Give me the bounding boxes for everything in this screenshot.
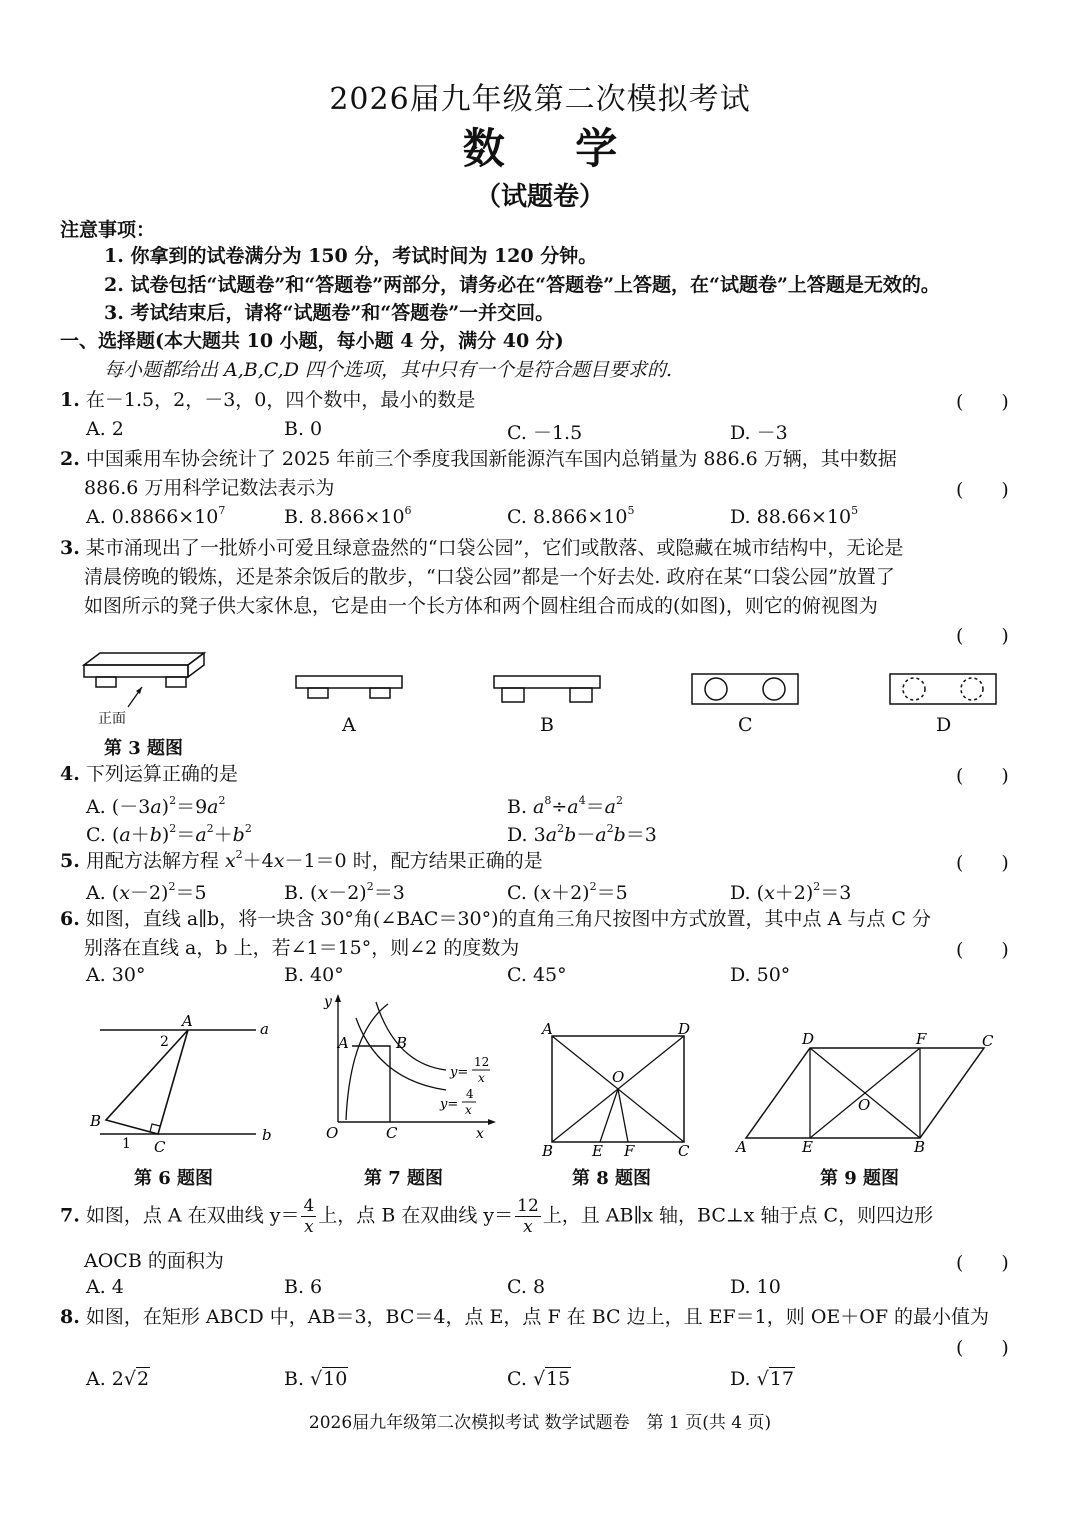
option-b: B [540, 714, 554, 736]
question-3 [60, 535, 903, 561]
svg-text:A: A [338, 1034, 349, 1052]
option-b: B. √10 [284, 1368, 348, 1390]
answer-paren: ( ) [956, 479, 1009, 501]
svg-text:a: a [260, 1020, 269, 1038]
option-b: B. 40° [284, 964, 344, 986]
question-5: 5. 用配方法解方程 $x^2+4x-1=0$ 时，配方结果正确的是 [60, 848, 543, 872]
svg-text:C: C [982, 1032, 994, 1050]
svg-text:D: D [678, 1020, 691, 1038]
option-b-view [492, 674, 604, 706]
option-c: C. $8.866\times 10^5$ [507, 504, 635, 528]
question-text: 如图，在矩形 ABCD 中，AB＝3，BC＝4，点 E，点 F 在 BC 边上，且 EF＝1，则 OE＋OF 的最小值为 [85, 1306, 990, 1328]
option-d: D. $88.66\times 10^5$ [730, 504, 859, 528]
paper-type: （试题卷） [474, 182, 605, 212]
question-text-line2: 清晨傍晚的锻炼，还是茶余饭后的散步，“口袋公园”都是一个好去处. 政府在某“口袋公园”放置了 [84, 566, 895, 588]
svg-text:1: 1 [122, 1136, 131, 1152]
question-number: 5. [60, 850, 80, 872]
svg-text:x: x [478, 1071, 485, 1085]
option-c: C. －1.5 [507, 422, 583, 444]
svg-text:E: E [592, 1142, 603, 1160]
question-text-line2: 886.6 万用科学记数法表示为 [84, 477, 335, 499]
figure-9 [734, 1030, 1006, 1160]
svg-text:B: B [914, 1138, 926, 1156]
option-d: D. 50° [730, 964, 791, 986]
svg-text:A: A [736, 1138, 747, 1156]
svg-text:C: C [386, 1124, 398, 1142]
answer-paren: ( ) [956, 852, 1009, 874]
svg-text:y: y [324, 994, 332, 1010]
svg-text:O: O [612, 1068, 625, 1086]
option-b: B. $a^8\div a^4=a^2$ [507, 794, 623, 818]
option-d: D [936, 714, 952, 736]
svg-text:B: B [542, 1142, 554, 1160]
option-a: A. $(-3a)^2=9a^2$ [86, 794, 226, 818]
figure-6 [86, 1010, 286, 1160]
answer-paren: ( ) [956, 1252, 1009, 1274]
option-c: C. 45° [507, 964, 567, 986]
figure-8-caption: 第 8 题图 [572, 1168, 652, 1189]
svg-text:y=: y= [440, 1097, 459, 1112]
option-b: B. $(x-2)^2=3$ [284, 880, 405, 904]
subject-title: 数 学 [462, 124, 646, 173]
option-a: A. 2 [86, 418, 124, 440]
notice-item-3: 3. 考试结束后，请将“试题卷”和“答题卷”一并交回。 [104, 302, 555, 324]
question-number: 7. [60, 1204, 80, 1227]
option-b: B. $8.866\times 10^6$ [284, 504, 412, 528]
svg-text:O: O [858, 1096, 871, 1114]
page-footer: 2026届九年级第二次模拟考试 数学试题卷 第 1 页(共 4 页) [308, 1413, 772, 1433]
notice-heading: 注意事项： [60, 219, 156, 241]
question-8 [60, 1304, 989, 1330]
option-c-view [690, 672, 802, 708]
question-7: 7. 如图，点 A 在双曲线 y＝ $\frac{4}{x}$ 上，点 B 在双曲线 y＝ $\frac{12}{x}$ 上，且 AB∥x 轴，BC⊥x 轴于点 C，则四边形 [60, 1196, 934, 1237]
figure-7 [316, 992, 506, 1152]
svg-text:F: F [624, 1142, 635, 1160]
svg-text:b: b [262, 1126, 272, 1144]
svg-text:B: B [90, 1112, 102, 1130]
question-text: 某市涌现出了一批娇小可爱且绿意盎然的“口袋公园”，它们或散落、或隐藏在城市结构中，无论是 [85, 537, 904, 559]
question-text-line3: 如图所示的凳子供大家休息，它是由一个长方体和两个圆柱组合而成的(如图)，则它的俯视图为 [84, 595, 878, 617]
svg-text:D: D [802, 1030, 815, 1048]
question-number: 2. [60, 448, 80, 470]
section-instruction: 每小题都给出 A,B,C,D 四个选项，其中只有一个是符合题目要求的. [104, 359, 673, 381]
answer-paren: ( ) [956, 765, 1009, 787]
question-number: 8. [60, 1306, 80, 1328]
question-4 [60, 761, 238, 787]
svg-text:2: 2 [160, 1034, 169, 1050]
question-text-line2: 别落在直线 a，b 上，若∠1＝15°，则∠2 的度数为 [84, 937, 520, 959]
figure-8 [540, 1020, 700, 1160]
svg-text:B: B [396, 1034, 408, 1052]
option-d: D. 10 [730, 1276, 781, 1298]
figure-7-caption: 第 7 题图 [364, 1168, 444, 1189]
svg-text:x: x [476, 1126, 484, 1142]
question-number: 1. [60, 389, 80, 411]
svg-text:C: C [154, 1138, 166, 1156]
option-b: B. 6 [284, 1276, 323, 1298]
figure-3-caption: 第 3 题图 [104, 738, 184, 759]
question-number: 6. [60, 908, 80, 930]
option-b: B. 0 [284, 418, 323, 440]
svg-text:E: E [802, 1138, 813, 1156]
option-d-view [888, 672, 1000, 708]
front-label: 正面 [98, 711, 126, 727]
option-c: C. $(x+2)^2=5$ [507, 880, 628, 904]
option-d: D. $3a^2b-a^2b=3$ [507, 822, 657, 846]
svg-text:C: C [678, 1142, 690, 1160]
option-a: A [342, 714, 356, 736]
option-a: A. $(x-2)^2=5$ [86, 880, 207, 904]
svg-text:12: 12 [474, 1055, 490, 1069]
option-a-view [294, 674, 406, 706]
svg-text:y=: y= [450, 1065, 469, 1080]
section-heading: 一、选择题(本大题共 10 小题，每小题 4 分，满分 40 分) [60, 330, 564, 352]
question-text: 中国乘用车协会统计了 2025 年前三个季度我国新能源汽车国内总销量为 886.6 万辆，其中数据 [85, 448, 897, 470]
figure-6-caption: 第 6 题图 [134, 1168, 214, 1189]
option-d: D. √17 [730, 1368, 794, 1390]
notice-item-1: 1. 你拿到的试卷满分为 150 分，考试时间为 120 分钟。 [104, 245, 598, 267]
svg-text:A: A [542, 1020, 553, 1038]
exam-title: 2026届九年级第二次模拟考试 [329, 82, 751, 117]
answer-paren: ( ) [956, 391, 1009, 413]
option-a: A. $0.8866\times 10^7$ [86, 504, 226, 528]
option-a: A. 4 [86, 1276, 124, 1298]
question-2 [60, 446, 897, 472]
option-c: C. √15 [507, 1368, 571, 1390]
answer-paren: ( ) [956, 1337, 1009, 1359]
option-c: C. 8 [507, 1276, 546, 1298]
answer-paren: ( ) [956, 625, 1009, 647]
question-6 [60, 906, 931, 932]
option-c: C [738, 714, 753, 736]
option-c: C. $(a+b)^2=a^2+b^2$ [86, 822, 252, 846]
svg-text:F: F [916, 1030, 927, 1048]
svg-text:x: x [465, 1103, 472, 1117]
option-a: A. 2√2 [86, 1368, 150, 1390]
option-d: D. $(x+2)^2=3$ [730, 880, 852, 904]
question-number: 4. [60, 763, 80, 785]
option-d: D. －3 [730, 422, 788, 444]
notice-item-2: 2. 试卷包括“试题卷”和“答题卷”两部分，请务必在“答题卷”上答题，在“试题卷”上答题是无效的。 [104, 274, 940, 296]
svg-text:A: A [182, 1012, 193, 1030]
question-text-line2: AOCB 的面积为 [84, 1250, 224, 1272]
svg-text:4: 4 [466, 1087, 474, 1101]
figure-9-caption: 第 9 题图 [820, 1168, 900, 1189]
question-1 [60, 387, 475, 413]
answer-paren: ( ) [956, 939, 1009, 961]
option-a: A. 30° [86, 964, 146, 986]
question-number: 3. [60, 537, 80, 559]
question-text: 下列运算正确的是 [85, 763, 238, 785]
question-text: 在－1.5，2，－3，0，四个数中，最小的数是 [85, 389, 476, 411]
question-text: 如图，直线 a∥b，将一块含 30°角(∠BAC＝30°)的直角三角尺按图中方式放置，其中点 A 与点 C 分 [85, 908, 931, 930]
svg-text:O: O [326, 1124, 339, 1142]
